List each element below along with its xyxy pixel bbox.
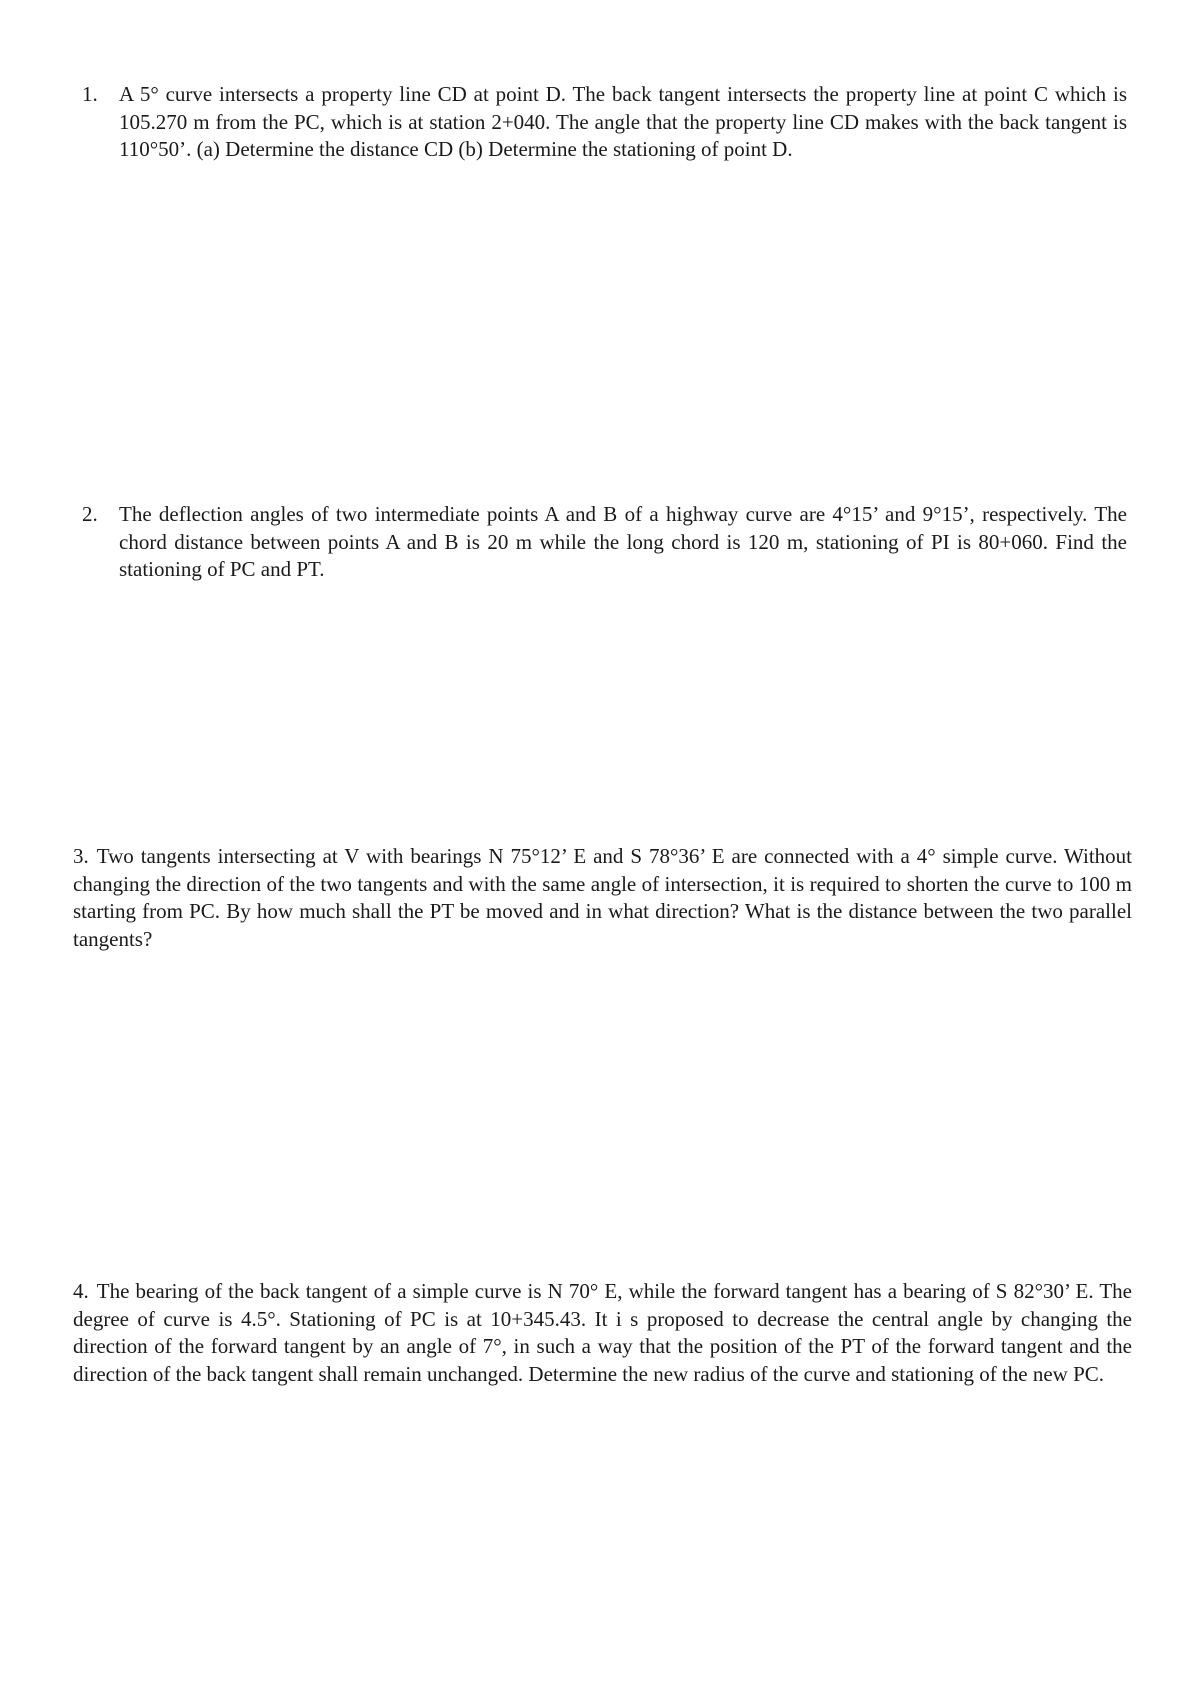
problem-4-text: The bearing of the back tangent of a simple curve is N 70° E, while the forward tangent has a bearing of S 82°30’ E. The degree of curve is 4.5°. Stationing of PC is at 10+345.43. It i s proposed to decrease the central angle by changing the direction of the forward tangent by an angle of 7°, in such a way that the position of the PT of the forward tangent and the direction of the back tangent shall remain unchanged. Determine the new radius of the curve and stationing of the new PC.: [73, 1279, 1132, 1386]
problem-1-text: A 5° curve intersects a property line CD at point D. The back tangent intersects the property line at point C which is 105.270 m from the PC, which is at station 2+040. The angle that the property line CD makes with the back tangent is 110°50’. (a) Determine the distance CD (b) Determine the stationing of point D.: [119, 82, 1127, 161]
problem-3-number: 3.: [73, 844, 89, 868]
problem-2-number: 2.: [82, 502, 98, 526]
problem-2: [82, 501, 1127, 584]
problem-1: [82, 81, 1127, 164]
problem-4: [73, 1278, 1132, 1388]
problem-3: [73, 843, 1132, 953]
problem-2-text: The deflection angles of two intermediate points A and B of a highway curve are 4°15’ and 9°15’, respectively. The chord distance between points A and B is 20 m while the long chord is 120 m, stationing of PI is 80+060. Find the stationing of PC and PT.: [119, 502, 1127, 581]
problem-4-number: 4.: [73, 1279, 89, 1303]
problem-3-text: Two tangents intersecting at V with bearings N 75°12’ E and S 78°36’ E are connected with a 4° simple curve. Without changing the direction of the two tangents and with the same angle of intersection, it is required to shorten the curve to 100 m starting from PC. By how much shall the PT be moved and in what direction? What is the distance between the two parallel tangents?: [73, 844, 1132, 951]
problem-1-number: 1.: [82, 82, 98, 106]
